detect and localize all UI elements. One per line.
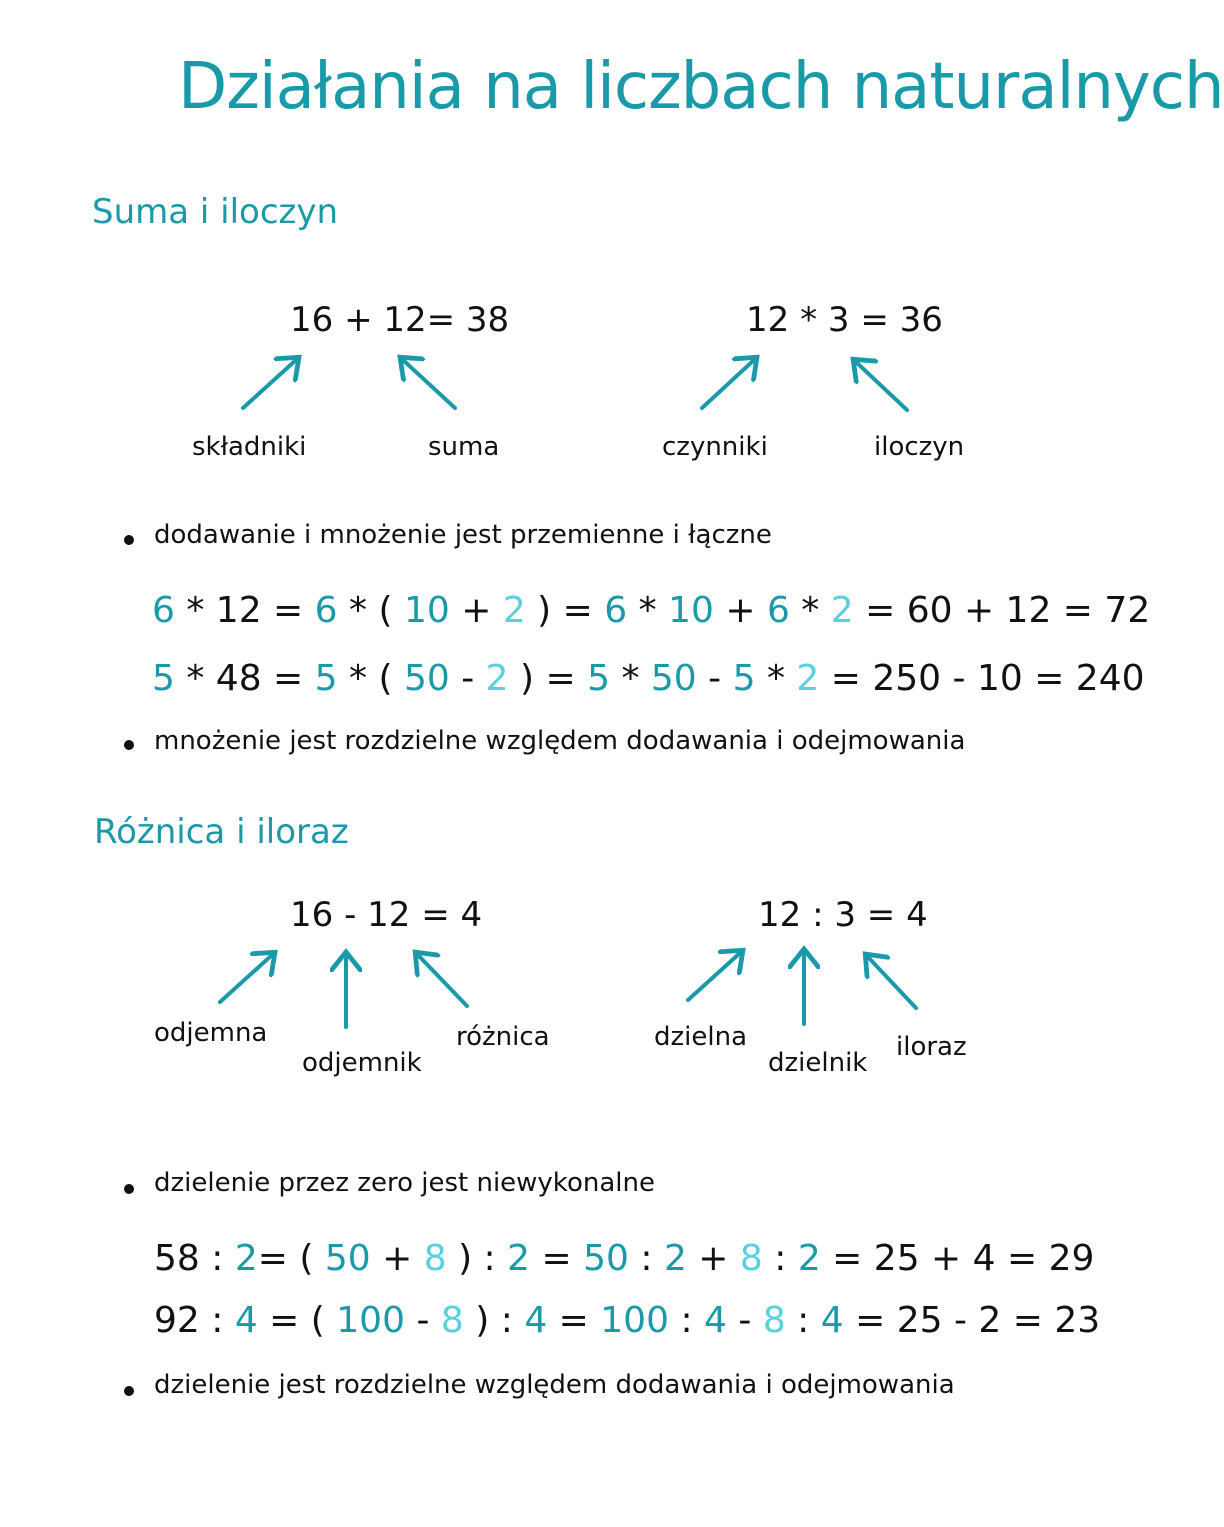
label-dzielnik: dzielnik <box>768 1048 868 1078</box>
arrow-icon <box>856 362 907 410</box>
math-token: ) = <box>508 658 588 699</box>
label-czynniki: czynniki <box>662 432 768 462</box>
math-token: 100 <box>600 1300 669 1341</box>
label-odjemna: odjemna <box>154 1018 268 1048</box>
math-token: * <box>627 590 669 631</box>
math-token: 6 <box>314 590 338 631</box>
math-token: 2 <box>485 658 509 699</box>
math-token: 5 <box>152 658 175 699</box>
arrow-icon <box>418 955 467 1006</box>
label-iloczyn: iloczyn <box>874 432 965 462</box>
label-dzielna: dzielna <box>654 1022 748 1052</box>
label-roznica: różnica <box>456 1022 550 1052</box>
math-token: * ( <box>337 590 404 631</box>
bullet-dot <box>124 535 134 545</box>
math-token: * ( <box>337 658 404 699</box>
example-division-subtraction <box>154 1300 1100 1341</box>
math-token: * <box>789 590 831 631</box>
math-token: 4 <box>524 1300 548 1341</box>
rule-distributive-division: dzielenie jest rozdzielne względem dodawania i odejmowania <box>154 1370 955 1400</box>
bullet-dot <box>124 1386 134 1396</box>
sum-equation: 16 + 12= 38 <box>290 300 510 340</box>
math-token: 5 <box>587 658 610 699</box>
math-token: : <box>762 1238 798 1279</box>
math-token: = ( <box>257 1238 325 1279</box>
math-token: 50 <box>324 1238 371 1279</box>
math-token: 6 <box>152 590 175 631</box>
quotient-equation: 12 : 3 = 4 <box>758 895 928 935</box>
math-token: 50 <box>403 658 450 699</box>
math-token: 58 : <box>154 1238 235 1279</box>
math-token: = <box>530 1238 584 1279</box>
math-token: 10 <box>403 590 450 631</box>
math-token: 4 <box>820 1300 844 1341</box>
rule-distributive-multiplication: mnożenie jest rozdzielne względem dodawania i odejmowania <box>154 726 966 756</box>
label-iloraz: iloraz <box>896 1032 967 1062</box>
math-token: = <box>547 1300 601 1341</box>
math-token: = 25 - 2 = 23 <box>843 1300 1101 1341</box>
math-token: = 250 - 10 = 240 <box>819 658 1145 699</box>
math-token: * <box>755 658 797 699</box>
math-token: 8 <box>423 1238 447 1279</box>
math-token: 10 <box>668 590 714 631</box>
math-token: : <box>628 1238 664 1279</box>
math-token: = 25 + 4 = 29 <box>820 1238 1095 1279</box>
math-token: - <box>449 658 486 699</box>
rule-commutative: dodawanie i mnożenie jest przemienne i łączne <box>154 520 772 550</box>
math-token: + <box>686 1238 740 1279</box>
math-token: * <box>610 658 651 699</box>
math-token: 8 <box>762 1300 786 1341</box>
example-division-addition <box>154 1238 1094 1279</box>
math-token: ) : <box>446 1238 508 1279</box>
math-token: ) = <box>525 590 605 631</box>
page-title: Działania na liczbach naturalnych <box>178 50 1224 124</box>
math-token: - <box>405 1300 441 1341</box>
rule-division-by-zero: dzielenie przez zero jest niewykonalne <box>154 1168 655 1198</box>
math-token: 6 <box>604 590 628 631</box>
label-odjemnik: odjemnik <box>302 1048 422 1078</box>
math-token: 4 <box>704 1300 727 1341</box>
section-heading-sum-product: Suma i iloczyn <box>92 192 339 232</box>
math-token: 92 : <box>154 1300 235 1341</box>
math-token: 8 <box>739 1238 763 1279</box>
math-token: + <box>370 1238 424 1279</box>
arrow-icon <box>868 957 916 1008</box>
math-token: * 12 = <box>174 590 315 631</box>
math-token: 2 <box>507 1238 531 1279</box>
math-token: 5 <box>314 658 338 699</box>
section-heading-difference-quotient: Różnica i iloraz <box>94 812 349 852</box>
math-token: - <box>696 658 733 699</box>
product-equation: 12 * 3 = 36 <box>746 300 943 340</box>
math-token: 2 <box>796 658 820 699</box>
math-token: = ( <box>257 1300 337 1341</box>
math-token: 2 <box>797 1238 821 1279</box>
math-token: 8 <box>440 1300 464 1341</box>
difference-equation: 16 - 12 = 4 <box>290 895 483 935</box>
math-token: ) : <box>463 1300 525 1341</box>
example-distributive-subtraction <box>152 658 1145 699</box>
math-token: * 48 = <box>174 658 315 699</box>
label-skladniki: składniki <box>192 432 307 462</box>
math-token: 4 <box>234 1300 258 1341</box>
math-token: = 60 + 12 = 72 <box>853 590 1151 631</box>
math-token: 2 <box>663 1238 687 1279</box>
math-token: 2 <box>830 590 854 631</box>
label-suma: suma <box>428 432 500 462</box>
arrow-icon <box>243 360 296 408</box>
example-distributive-addition <box>152 590 1150 631</box>
math-token: 100 <box>336 1300 405 1341</box>
math-token: 2 <box>234 1238 258 1279</box>
arrow-icon <box>688 953 740 1000</box>
arrow-icon <box>403 360 455 408</box>
bullet-dot <box>124 1184 134 1194</box>
math-token: 50 <box>650 658 697 699</box>
math-token: : <box>785 1300 821 1341</box>
math-token: + <box>713 590 767 631</box>
arrow-icon <box>702 360 754 408</box>
math-token: + <box>449 590 503 631</box>
math-token: 5 <box>732 658 756 699</box>
arrow-icon <box>220 955 272 1002</box>
bullet-dot <box>124 740 134 750</box>
math-token: : <box>669 1300 705 1341</box>
math-token: 6 <box>766 590 790 631</box>
math-token: 2 <box>502 590 526 631</box>
math-token: - <box>726 1300 763 1341</box>
math-token: 50 <box>583 1238 629 1279</box>
